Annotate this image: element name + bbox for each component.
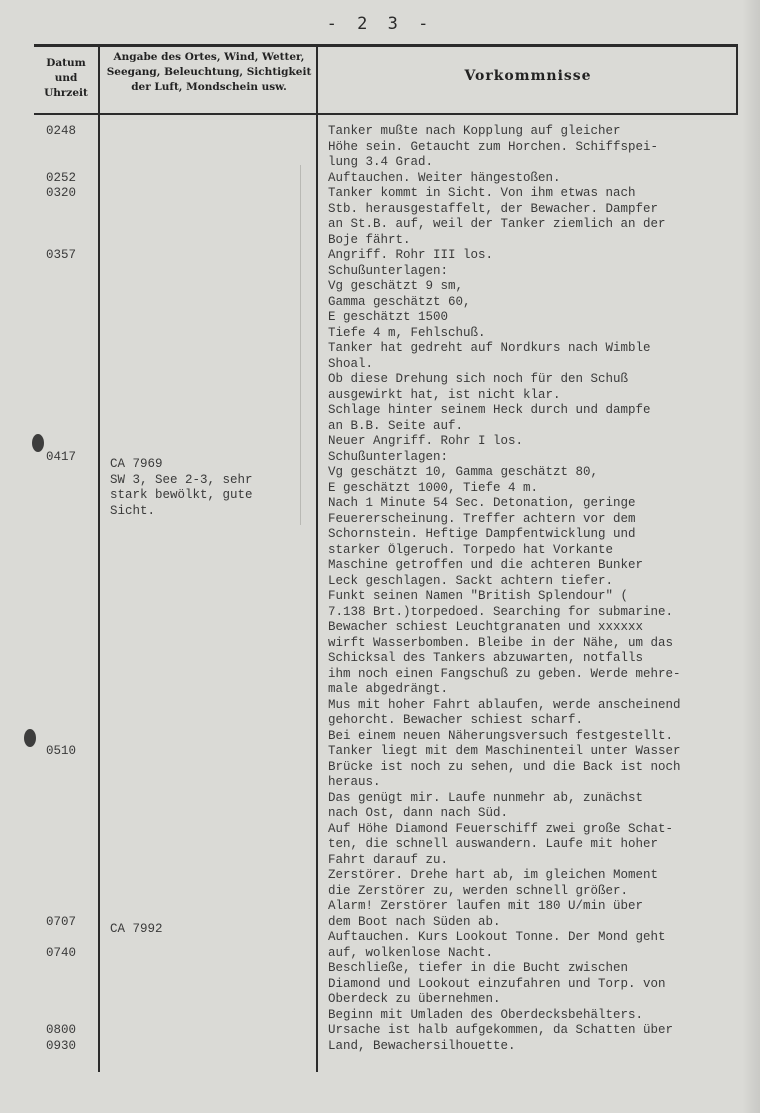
place-line (110, 829, 316, 845)
event-line: Land, Bewachersilhouette. (328, 1038, 516, 1053)
event-line: 7.138 Brt.)torpedoed. Searching for submarine. (328, 604, 674, 619)
event-line: ihm noch einen Fangschuß zu geben. Werde mehre- (328, 666, 681, 681)
event-line: Neuer Angriff. Rohr I los. (328, 434, 524, 448)
place-line (110, 643, 316, 659)
event-line: Schicksal des Tankers abzuwarten, notfalls (328, 651, 644, 665)
header-place-line: der Luft, Mondschein usw. (131, 81, 287, 93)
event-line: Mus mit hoher Fahrt ablaufen, werde anscheinend (328, 697, 681, 712)
event-line: Schornstein. Heftige Dampfentwicklung und (328, 527, 636, 541)
event-line: Beginn mit Umladen des Oberdecksbehälters. (328, 1007, 644, 1022)
header-place-line: Seegang, Beleuchtung, Sichtigkeit (106, 66, 312, 78)
event-line: Oberdeck zu übernehmen. (328, 992, 501, 1006)
place-line (110, 535, 316, 551)
event-line: Angriff. Rohr III los. (328, 248, 494, 262)
event-line: starker Ölgeruch. Torpedo hat Vorkante (328, 542, 614, 557)
event-line: Boje fährt. (328, 232, 411, 247)
event-line: die Zerstörer zu, werden schnell größer. (328, 883, 629, 898)
place-line (110, 550, 316, 566)
event-line: Auf Höhe Diamond Feuerschiff zwei große Schat- (328, 821, 674, 836)
place-line (110, 612, 316, 628)
event-line: Tanker mußte nach Kopplung auf gleicher (328, 124, 621, 138)
place-line (110, 690, 316, 706)
place-line (110, 566, 316, 582)
entry-time: 0930 (46, 1038, 77, 1053)
event-line: male abgedrängt. (328, 682, 449, 696)
header-bottom-border (34, 113, 738, 115)
event-line: Vg geschätzt 9 sm, (328, 279, 464, 293)
entry-time: 0740 (46, 945, 77, 960)
event-line: gehorcht. Bewacher schiest scharf. (328, 713, 584, 727)
place-line (110, 814, 316, 830)
event-line: Auftauchen. Kurs Lookout Tonne. Der Mond geht (328, 930, 666, 944)
event-line: Brücke ist noch zu sehen, und die Back ist noch (328, 759, 681, 774)
event-line: Tanker liegt mit dem Maschinenteil unter Wasser (328, 744, 681, 758)
event-line: an St.B. auf, weil der Tanker ziemlich an der (328, 217, 666, 231)
entry-time: 0320 (46, 186, 77, 200)
place-line: CA 7992 (110, 922, 163, 936)
event-line: Bewacher schiest Leuchtgranaten und xxxxxx (328, 620, 644, 634)
place-line (110, 736, 316, 752)
place-line (110, 659, 316, 675)
event-line: Shoal. (328, 356, 374, 371)
header-place-weather (102, 50, 316, 95)
event-line: nach Ost, dann nach Süd. (328, 806, 509, 820)
event-line: lung 3.4 Grad. (328, 155, 434, 169)
events-column (328, 124, 756, 1054)
event-line: Bei einem neuen Näherungsversuch festgestellt. (328, 728, 674, 743)
event-line: Gamma geschätzt 60, (328, 294, 471, 309)
place-line (110, 783, 316, 799)
place-line (110, 845, 316, 861)
place-line (110, 767, 316, 783)
event-line: Maschine getroffen und die achteren Bunker (328, 558, 644, 572)
entry-time: 0357 (46, 248, 77, 262)
event-line: Ob diese Drehung sich noch für den Schuß (328, 372, 629, 386)
event-line: Auftauchen. Weiter hängestoßen. (328, 170, 561, 185)
place-line (110, 519, 316, 535)
entry-time: 0417 (46, 449, 77, 464)
event-line: Schlage hinter seinem Heck durch und dampfe (328, 403, 651, 417)
event-line: Zerstörer. Drehe hart ab, im gleichen Moment (328, 868, 659, 882)
event-line: wirft Wasserbomben. Bleibe in der Nähe, um das (328, 635, 674, 650)
hole-punch-mark (24, 729, 36, 747)
table-top-border (34, 44, 738, 47)
event-line: Ursache ist halb aufgekommen, da Schatten über (328, 1023, 674, 1037)
column-divider-2 (316, 44, 318, 1072)
place-line (110, 752, 316, 768)
header-date-line: Datum (46, 57, 86, 69)
event-line: Beschließe, tiefer in die Bucht zwischen (328, 961, 629, 975)
event-line: Funkt seinen Namen "British Splendour" ( (328, 589, 629, 603)
place-line: SW 3, See 2-3, sehr (110, 472, 253, 487)
place-line (110, 674, 316, 690)
event-line: Vg geschätzt 10, Gamma geschätzt 80, (328, 465, 599, 479)
event-line: E geschätzt 1000, Tiefe 4 m. (328, 480, 539, 495)
entry-time: 0248 (46, 124, 77, 138)
entry-time: 0252 (46, 170, 77, 185)
event-line: Schußunterlagen: (328, 449, 449, 464)
place-line (110, 581, 316, 597)
event-line: an B.B. Seite auf. (328, 418, 464, 433)
event-line: dem Boot nach Süden ab. (328, 914, 501, 929)
place-line (110, 597, 316, 613)
place-line (110, 705, 316, 721)
place-line: stark bewölkt, gute (110, 488, 253, 502)
place-line (110, 628, 316, 644)
place-line: Sicht. (110, 503, 156, 518)
header-events: Vorkommnisse (464, 68, 592, 84)
place-line (110, 876, 316, 892)
event-line: Schußunterlagen: (328, 263, 449, 278)
place-line (110, 891, 316, 907)
place-column (110, 457, 316, 938)
entry-time: 0800 (46, 1023, 77, 1037)
header-date-line: Uhrzeit (44, 87, 88, 99)
event-line: ausgewirkt hat, ist nicht klar. (328, 387, 561, 402)
event-line: Nach 1 Minute 54 Sec. Detonation, geringe (328, 496, 636, 510)
page-edge-shadow (742, 0, 760, 1113)
event-line: Stb. herausgestaffelt, der Bewacher. Dampfer (328, 201, 659, 216)
page-number: - 2 3 - (326, 14, 434, 34)
header-place-line: Angabe des Ortes, Wind, Wetter, (113, 51, 305, 63)
event-line: ten, die schnell auswandern. Laufe mit hoher (328, 837, 659, 851)
event-line: Diamond und Lookout einzufahren und Torp. von (328, 976, 666, 991)
place-line (110, 721, 316, 737)
place-line (110, 798, 316, 814)
event-line: heraus. (328, 775, 381, 789)
event-line: Tanker hat gedreht auf Nordkurs nach Wimble (328, 341, 651, 355)
event-line: Das genügt mir. Laufe nunmehr ab, zunächst (328, 790, 644, 805)
event-line: Höhe sein. Getaucht zum Horchen. Schiffspei- (328, 139, 659, 154)
entry-time: 0707 (46, 914, 77, 929)
event-line: Fahrt darauf zu. (328, 852, 449, 867)
event-line: Tanker kommt in Sicht. Von ihm etwas nach (328, 186, 636, 200)
header-date-time (34, 56, 98, 101)
header-date-line: und (54, 72, 78, 84)
place-line: CA 7969 (110, 457, 163, 471)
event-line: Tiefe 4 m, Fehlschuß. (328, 325, 486, 340)
column-divider-1 (98, 44, 100, 1072)
event-line: Feuererscheinung. Treffer achtern vor dem (328, 511, 636, 526)
place-line (110, 907, 316, 923)
entry-time: 0510 (46, 744, 77, 758)
event-line: Leck geschlagen. Sackt achtern tiefer. (328, 573, 614, 588)
event-line: Alarm! Zerstörer laufen mit 180 U/min über (328, 899, 644, 913)
event-line: auf, wolkenlose Nacht. (328, 945, 494, 960)
hole-punch-mark (32, 434, 44, 452)
event-line: E geschätzt 1500 (328, 310, 449, 324)
place-line (110, 860, 316, 876)
